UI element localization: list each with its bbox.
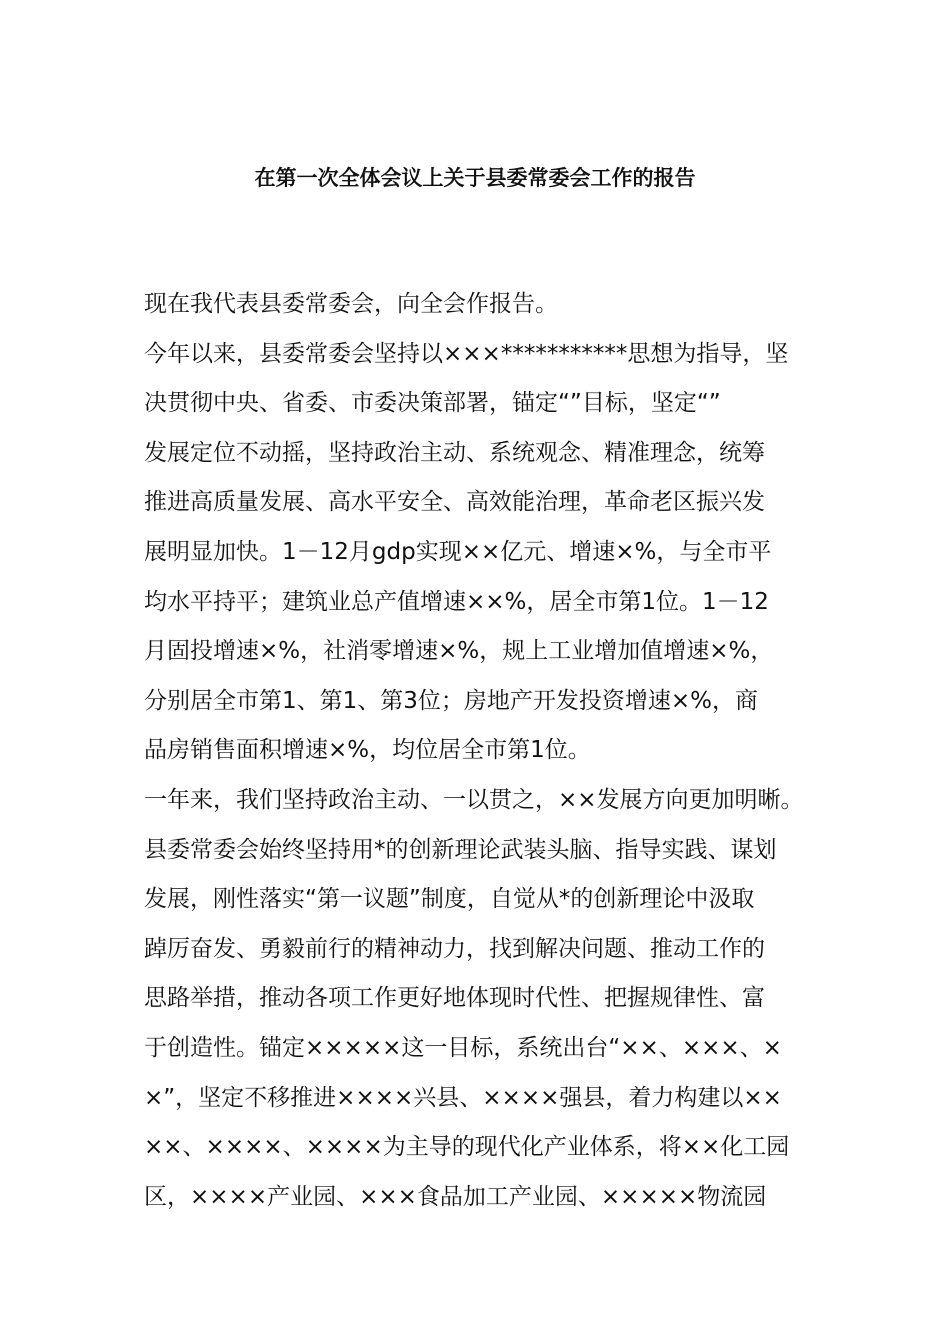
body-line-17: ×”，坚定不移推进××××兴县、××××强县，着力构建以×× (144, 1084, 782, 1111)
body-line-10: 品房销售面积增速×%，均位居全市第1位。 (144, 737, 591, 764)
body-line-7: 均水平持平；建筑业总产值增速××%，居全市第1位。1－12 (144, 588, 769, 615)
document-title: 在第一次全体会议上关于县委常委会工作的报告 (254, 166, 696, 190)
body-line-14: 踔厉奋发、勇毅前行的精神动力，找到解决问题、推动工作的 (144, 935, 765, 962)
body-line-9: 分别居全市第1、第1、第3位；房地产开发投资增速×%，商 (144, 687, 759, 714)
body-line-15: 思路举措，推动各项工作更好地体现时代性、把握规律性、富 (144, 985, 765, 1012)
body-line-11: 一年来，我们坚持政治主动、一以贯之，××发展方向更加明晰。 (144, 786, 804, 813)
body-line-5: 推进高质量发展、高水平安全、高效能治理，革命老区振兴发 (144, 489, 765, 516)
body-line-6: 展明显加快。1－12月gdp实现××亿元、增速×%，与全市平 (144, 538, 772, 565)
body-line-12: 县委常委会始终坚持用*的创新理论武装头脑、指导实践、谋划 (144, 836, 777, 863)
body-line-8: 月固投增速×%，社消零增速×%，规上工业增加值增速×%， (144, 638, 774, 665)
body-line-16: 于创造性。锚定×××××这一目标，系统出台“××、×××、× (144, 1034, 782, 1061)
body-line-3: 决贯彻中央、省委、市委决策部署，锚定“”目标，坚定“” (144, 390, 721, 417)
body-line-19: 区，××××产业园、×××食品加工产业园、×××××物流园 (144, 1183, 767, 1210)
body-line-1: 现在我代表县委常委会，向全会作报告。 (144, 291, 558, 317)
body-line-2: 今年以来，县委常委会坚持以×××***********思想为指导，坚 (144, 340, 789, 367)
body-line-18: ××、××××、××××为主导的现代化产业体系，将××化工园 (144, 1134, 790, 1161)
body-line-13: 发展，刚性落实“第一议题”制度，自觉从*的创新理论中汲取 (144, 886, 755, 913)
document-body (144, 280, 824, 1222)
body-line-4: 发展定位不动摇，坚持政治主动、系统观念、精准理念，统筹 (144, 439, 765, 466)
